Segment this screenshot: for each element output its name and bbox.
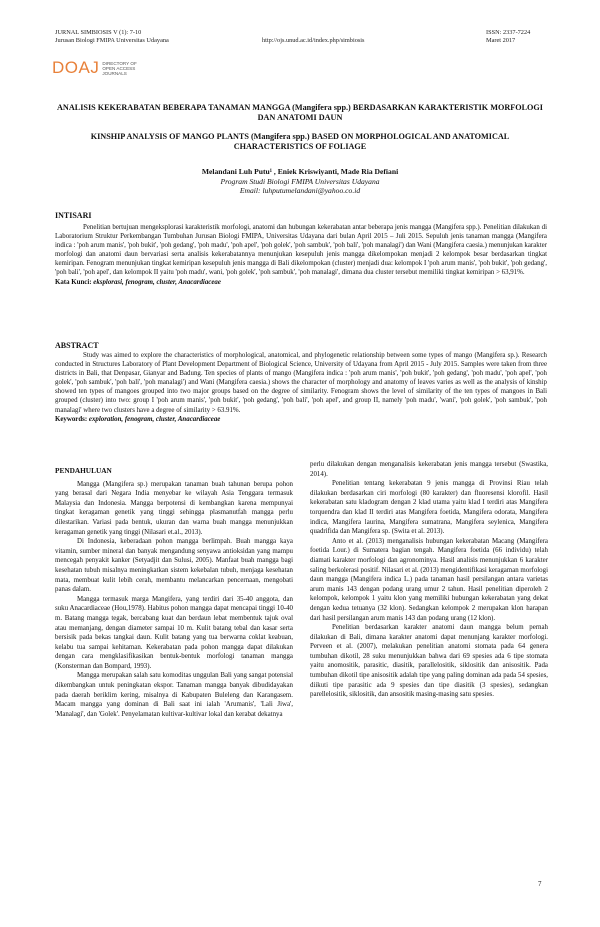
- title-indonesian: ANALISIS KEKERABATAN BEBERAPA TANAMAN MANGGA (Mangifera spp.) BERDASARKAN KARAKTERISTIK MORFOLOGI DAN ANATOMI DAUN: [57, 103, 543, 122]
- paragraph: perlu dilakukan dengan menganalisis kekerabatan jenis mangga tersebut (Swastika, 2014).: [310, 461, 548, 478]
- intisari-section: [55, 223, 547, 287]
- author-names: Melandani Luh Putu¹ , Eniek Kriswiyanti, Made Ria Defiani: [201, 167, 399, 176]
- paragraph: Penelitian tentang kekerabatan 9 jenis mangga di Provinsi Riau telah dilakukan berdasarkan ciri morfologi (80 karakter) dan fluoresensi klorofil. Hasil kekerabatan satu kladogram dengan 2 klad utama yaitu klad I terdiri atas Mangifera torquendra dan klad II terdiri atas Mangifera foetida, Mangifera odorata, Mangifera indica, Mangifera laurina, Mangifera sumatrana, Mangifera seylenica, Mangifera quadrifida dan Mangifera sp. (Swita et al. 2013).: [310, 480, 548, 536]
- doaj-logo: [52, 58, 137, 78]
- title-english: KINSHIP ANALYSIS OF MANGO PLANTS (Mangifera spp.) BASED ON MORPHOLOGICAL AND ANATOMICAL CHARACTERISTICS OF FOLIAGE: [90, 132, 510, 151]
- paragraph: Mangga (Mangifera sp.) merupakan tanaman buah tahunan berupa pohon yang berasal dari Negara India menyebar ke wilayah Asia Tenggara termasuk Malaysia dan Indonesia. Mangga berpotensi di kembangkan karena mempunyai tingkat keragaman genetik yang tinggi sehingga plasmanutfah mangga perlu dilestarikan. Variasi pada bentuk, ukuran dan warna buah mangga menunjukkan keragaman genetik yang tinggi (Nilasari et.al., 2013).: [55, 480, 293, 536]
- author-block: [55, 167, 545, 196]
- journal-url[interactable]: http://ojs.unud.ac.id/index.php/simbiosis: [262, 37, 365, 44]
- abstract-keywords: Keywords: exploration, fenogram, cluster, Anacardiaceae: [55, 415, 221, 423]
- journal-header-left: [55, 29, 169, 45]
- intisari-heading: INTISARI: [55, 211, 92, 220]
- paragraph: Mangga merupakan salah satu komoditas unggulan Bali yang sangat potensial dikembangkan untuk peningkatan ekspor. Tanaman mangga banyak dibudidayakan pada daerah beriklim kering, misalnya di Kabupaten Buleleng dan Karangasem. Macam mangga yang dominan di Bali saat ini ialah 'Arumanis', 'Lali Jiwa', 'Manalagi', dan 'Golek'. Penyelamatan kultivar-kultivar lokal dan kerabat dekatnya: [55, 672, 293, 718]
- journal-issn: ISSN: 2337-7224: [486, 29, 531, 36]
- abstract-section: [55, 351, 547, 424]
- intisari-keywords: Kata Kunci: eksplorasi, fenogram, cluster, Anacardiaceae: [55, 278, 221, 286]
- abstract-heading: ABSTRACT: [55, 341, 99, 350]
- doaj-logo-subtitle: DIRECTORY OF OPEN ACCESS JOURNALS: [102, 60, 137, 76]
- right-column: [310, 460, 548, 700]
- paragraph: Mangga termasuk marga Mangifera, yang terdiri dari 35-40 anggota, dan suku Anacardiaceae (Hou,1978). Habitus pohon mangga dapat mencapai tinggi 10-40 m. Batang mangga tegak, bercabang kuat dan berdaun lebat membentuk tajuk oval atau memanjang, dengan diameter sampai 10 m. Kulit batang tebal dan kasar serta bersisik pada bekas tangkai daun. Kulit batang yang tua berwarna coklat keabuan, kelabu tua sampai kehitaman. Kekerabatan pada pohon mangga dapat dilakukan dengan cara mengklasifikasikan bentuk-bentuk morfologi tanaman mangga (Konsterman dan Bompard, 1993).: [55, 595, 293, 670]
- paragraph: Penelitian berdasarkan karakter anatomi daun mangga belum pernah dilakukan di Bali, dimana karakter anatomi dapat menunjang karakter morfologi. Perveen et al. (2007), melakukan penelitian anatomi stomata pada 64 genera tumbuhan dikotil, 28 suku menunjukkan bahwa dari 69 spesies ada 6 tipe stomata yaitu anomositik, parasitic, diasitik, parallelositik, siklositik dan anisositik. Pada tumbuhan dikotil tipe anisositik adalah tipe yang paling dominan ada pada 54 spesies, diikuti tipe parasitic ada 9 spesies dan tipe diasitik (3 spesies), sedangkan parellelositik, siklositik, dan ansositik masing-masing satu spesies.: [310, 624, 548, 699]
- left-column: [55, 466, 293, 719]
- journal-dept: Jurusan Biologi FMIPA Universitas Udayana: [55, 37, 169, 44]
- paragraph: Di Indonesia, keberadaan pohon mangga berlimpah. Buah mangga kaya vitamin, sumber mineral dan banyak mengandung senyawa antioksidan yang mampu mencegah penyakit kanker (Setyadjit dan Sulusi, 2005). Manfaat buah mangga bagi kesehatan tubuh misalnya meningkatkan sistem kekebalan tubuh, menjaga kesehatan mata, membuat kulit lebih cerah, membantu melancarkan pencernaan, mengobati panas dalam.: [55, 538, 293, 594]
- journal-name: JURNAL SIMBIOSIS V (1): 7-10: [55, 29, 142, 36]
- intisari-keywords-text: eksplorasi, fenogram, cluster, Anacardiaceae: [93, 278, 221, 286]
- abstract-body: Study was aimed to explore the characteristics of morphological, anatomical, and phylogenetic relationship between some types of mango (Mangifera sp.). Research conducted in Structures Laboratory of Plant Development Department of Biological Science, University of Udayana from April 2015 - July 2015. Samples were taken from three districts in Bali, that Denpasar, Gianyar and Badung. Ten species of plants of mango (Mangifera indica : 'poh arum manis', 'poh bukit', 'poh gedang', 'poh madu', 'poh apel', 'poh golek', 'poh sambuk', 'poh bali', 'poh manalagi') and Wani (Mangifera caesia.) shows the character of morphology and anatomy of leaves varies as well as the analysis of kinship showed ten types of mangoes grouped into two major groups based on the degree of similarity. Fenogram shows the level of similarity of the ten types of mangoes in Bali grouped (cluster) into two: group I 'poh arum manis', 'poh bukit', 'poh gedang', 'poh bali', 'poh apel', and group II, namely 'poh madu', 'wani', 'poh golek', 'poh sambuk', 'poh manalagi' where two clusters have a degree of similarity > 63.91%.: [55, 352, 547, 414]
- intisari-body: Penelitian bertujuan mengeksplorasi karakteristik morfologi, anatomi dan hubungan kekerabatan antar beberapa jenis mangga (Mangifera spp.). Penelitian dilakukan di Laboratorium Struktur Perkembangan Tumbuhan Jurusan Biologi FMIPA, Universitas Udayana dari bulan April 2015 – Juli 2015. Sepuluh jenis tanaman mangga (Mangifera indica : 'poh arum manis', 'poh bukit', 'poh gedang', 'poh madu', 'poh apel', 'poh golek', 'poh sambuk', 'poh bali', 'poh manalagi') dan Wani (Mangifera caesia.) menunjukan karakter morfologi dan anatomi daun bervariasi serta analisis kekerabatannya menunjukan kesepuluh jenis mangga dikelompokan menjadi 2 kelompok besar berdasarkan tingkat kemiripan. Fenogram menunjukan tingkat kemiripan kesepuluh jenis mangga di Bali dikelompokan (cluster) menjadi dua: kelompok I 'poh arum manis', 'poh bukit', 'poh gedang', 'poh bali', 'poh apel', dan kelompok II yaitu 'poh madu', wani, 'poh golek', 'poh sambuk', 'poh manalagi', dimana dua cluster tersebut memiliki tingkat kemiripan > 63,91%.: [55, 224, 547, 277]
- journal-date: Maret 2017: [486, 37, 516, 44]
- author-email[interactable]: Email: luhputumelandani@yahoo.co.id: [239, 186, 361, 195]
- abstract-keywords-text: exploration, fenogram, cluster, Anacardiaceae: [88, 415, 221, 423]
- paragraph: Anto et al. (2013) menganalisis hubungan kekerabatan Macang (Mangifera foetida Lour.) di Sumatera bagian tengah. Mangifera foetida (66 individu) telah diamati karakter morfologi dan agronominya. Hasil analisis menunjukkan 6 karakter saling berkolerasi positif. Nilasari et al. (2013) mengidentifikasi keragaman morfologi daun mangga (Mangifera indica L.) pada tanaman hasil persilangan antara varietas arum manis 143 dengan podang urang umur 2 tahun. Hasil penelitian diperoleh 2 kelompok, kelompok 1 yaitu klon yang memiliki hubungan kekerabatan yang dekat dengan kedua tetuanya (32 klon). Sedangkan kelompok 2 merupakan klon harapan dari hasil persilangan arum manis 143 dan podang urang (12 klon).: [310, 537, 548, 622]
- page-number: 7: [538, 880, 542, 888]
- doaj-logo-mark: DOAJ: [52, 58, 100, 77]
- pendahuluan-heading: PENDAHULUAN: [55, 466, 112, 475]
- journal-header-right: [486, 29, 530, 45]
- author-affiliation: Program Studi Biologi FMIPA Universitas Udayana: [220, 176, 380, 186]
